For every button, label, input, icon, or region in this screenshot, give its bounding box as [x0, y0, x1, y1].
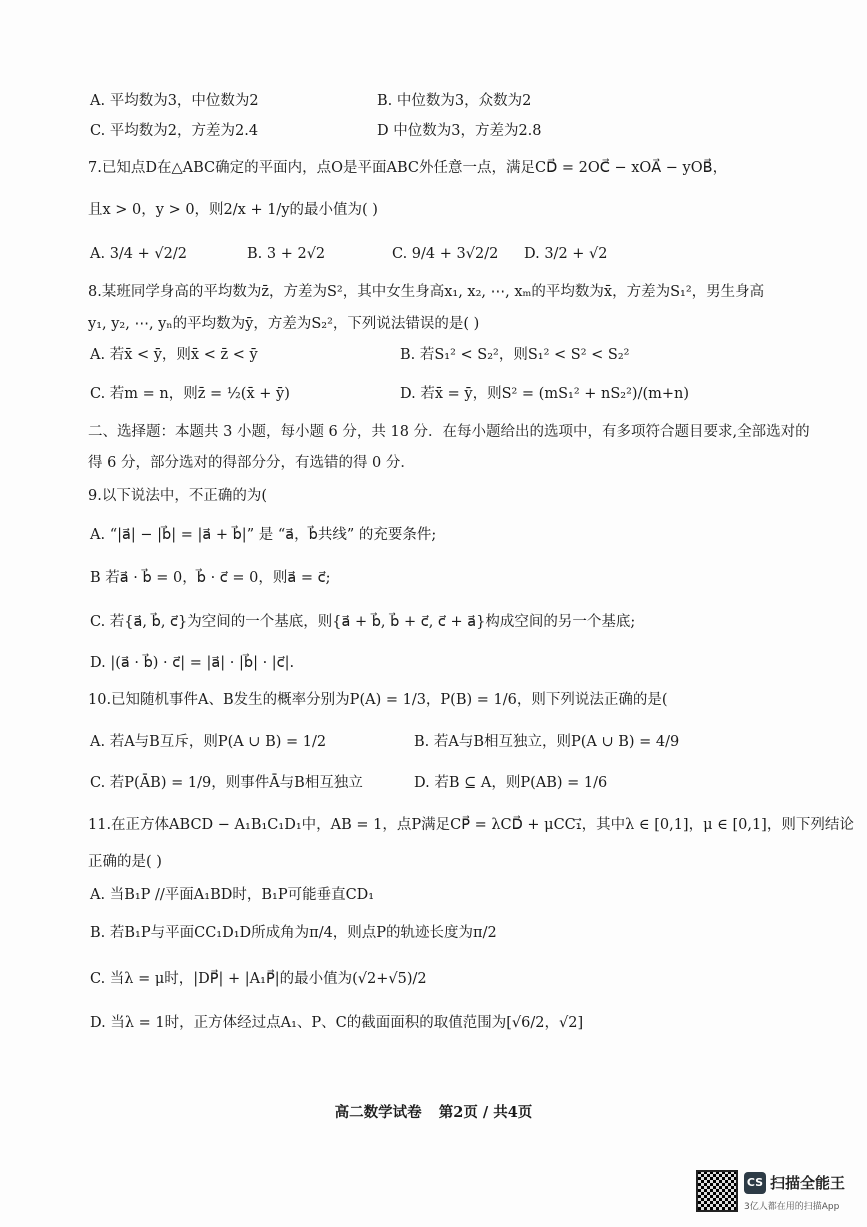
q10-option-d: D. 若B ⊆ A，则P(AB) = 1/6: [414, 775, 608, 791]
q11-stem: 11.在正方体ABCD − A₁B₁C₁D₁中，AB = 1，点P满足CP⃗ = λCD⃗ + μCC₁⃗，其中λ ∈ [0,1]，μ ∈ [0,1]，则下列结论: [88, 817, 854, 833]
qr-code-icon: [696, 1170, 738, 1212]
q7-option-a: A. 3/4 + √2/2: [90, 246, 187, 262]
q11-stem-continued: 正确的是( ): [88, 854, 162, 870]
q7-option-b: B. 3 + 2√2: [247, 246, 326, 262]
q10-option-c: C. 若P(ĀB) = 1/9，则事件Ā与B相互独立: [90, 775, 363, 791]
q11-option-c: C. 当λ = μ时，|DP⃗| + |A₁P⃗|的最小值为(√2+√5)/2: [90, 971, 427, 987]
q9-option-a: A. “|a⃗| − |b⃗| = |a⃗ + b⃗|” 是 “a⃗，b⃗共线” 的充要条件;: [90, 527, 437, 543]
q7-stem: 7.已知点D在△ABC确定的平面内，点O是平面ABC外任意一点，满足CD⃗ = 2OC⃗ − xOA⃗ − yOB⃗，: [88, 160, 728, 176]
q10-option-b: B. 若A与B相互独立，则P(A ∪ B) = 4/9: [414, 734, 680, 750]
q6-option-d: D 中位数为3，方差为2.8: [377, 123, 542, 139]
q8-option-c: C. 若m = n，则z̄ = ½(x̄ + ȳ): [90, 386, 290, 402]
q6-option-c: C. 平均数为2，方差为2.4: [90, 123, 259, 139]
q7-option-d: D. 3/2 + √2: [524, 246, 608, 262]
q6-option-b: B. 中位数为3，众数为2: [377, 93, 532, 109]
q9-option-c: C. 若{a⃗, b⃗, c⃗}为空间的一个基底，则{a⃗ + b⃗, b⃗ + c⃗, c⃗ + a⃗}构成空间的另一个基底;: [90, 614, 636, 630]
q11-option-b: B. 若B₁P与平面CC₁D₁D所成角为π/4，则点P的轨迹长度为π/2: [90, 925, 497, 941]
q8-option-b: B. 若S₁² < S₂²，则S₁² < S² < S₂²: [400, 347, 630, 363]
q10-stem: 10.已知随机事件A、B发生的概率分别为P(A) = 1/3，P(B) = 1/6，则下列说法正确的是(: [88, 692, 668, 708]
q8-stem: 8.某班同学身高的平均数为z̄，方差为S²，其中女生身高x₁, x₂, ⋯, xₘ的平均数为x̄，方差为S₁²，男生身高: [88, 284, 765, 300]
section2-instructions: 二、选择题：本题共 3 小题，每小题 6 分，共 18 分．在每小题给出的选项中，有多项符合题目要求,全部选对的: [88, 424, 810, 440]
q9-option-b: B 若a⃗ · b⃗ = 0，b⃗ · c⃗ = 0，则a⃗ = c⃗;: [90, 570, 331, 586]
q7-option-c: C. 9/4 + 3√2/2: [392, 246, 499, 262]
q8-stem-continued: y₁, y₂, ⋯, yₙ的平均数为ȳ，方差为S₂²，下列说法错误的是( ): [88, 316, 480, 332]
section2-instructions-continued: 得 6 分，部分选对的得部分分，有选错的得 0 分．: [88, 455, 415, 471]
footer-title: 高二数学试卷: [334, 1104, 422, 1121]
q8-option-a: A. 若x̄ < ȳ，则x̄ < z̄ < ȳ: [90, 347, 258, 363]
scanner-slogan: 3亿人都在用的扫描App: [744, 1202, 840, 1212]
scanner-brand: 扫描全能王: [770, 1174, 846, 1192]
q9-stem: 9.以下说法中，不正确的为(: [88, 488, 267, 504]
q8-option-d: D. 若x̄ = ȳ，则S² = (mS₁² + nS₂²)/(m+n): [400, 386, 690, 402]
q6-option-a: A. 平均数为3，中位数为2: [90, 93, 259, 109]
q10-option-a: A. 若A与B互斥，则P(A ∪ B) = 1/2: [90, 734, 327, 750]
scanner-watermark: [696, 1170, 856, 1216]
footer-page-number: 第2页 / 共4页: [438, 1104, 533, 1121]
q7-stem-continued: 且x > 0，y > 0，则2/x + 1/y的最小值为( ): [88, 202, 378, 218]
q11-option-d: D. 当λ = 1时，正方体经过点A₁、P、C的截面面积的取值范围为[√6/2，√2]: [90, 1015, 584, 1031]
q9-option-d: D. |(a⃗ · b⃗) · c⃗| = |a⃗| · |b⃗| · |c⃗|.: [90, 655, 295, 671]
page-footer: [0, 1101, 867, 1122]
q11-option-a: A. 当B₁P //平面A₁BD时，B₁P可能垂直CD₁: [90, 887, 375, 903]
scanner-logo-icon: CS: [744, 1172, 766, 1194]
